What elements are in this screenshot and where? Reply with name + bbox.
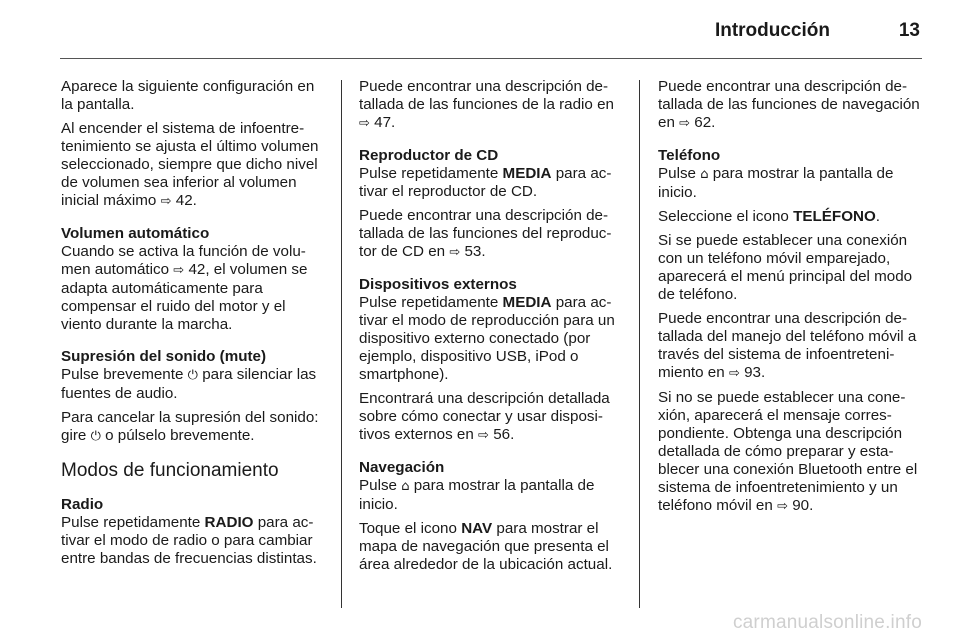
paragraph: Puede encontrar una descripción detallada del manejo del teléfono móvil a través del sistema de infoentretenimiento en ⇨ 93. [658, 310, 917, 381]
paragraph: Pulse repetidamente MEDIA para activar el modo de reproducción para un dispositivo externo conectado (por ejemplo, dispositivo USB, iPod o smartphone). [359, 294, 615, 383]
arrow-right-icon: ⇨ [173, 263, 185, 278]
column-divider-2 [639, 80, 640, 608]
column-2 [359, 78, 624, 580]
paragraph: Aparece la siguiente configuración en la pantalla. [61, 78, 315, 113]
paragraph: Puede encontrar una descripción detallada de las funciones de navegación en ⇨ 62. [658, 78, 920, 131]
home-icon: ⌂ [401, 479, 410, 494]
paragraph: Pulse ⌂ para mostrar la pantalla de inicio. [658, 165, 894, 201]
arrow-right-icon: ⇨ [679, 116, 691, 131]
page-number: 13 [898, 20, 920, 41]
section-heading: Reproductor de CD [359, 147, 499, 164]
arrow-right-icon: ⇨ [777, 499, 788, 514]
paragraph: Toque el icono NAV para mostrar el mapa de navegación que presenta el área alrededor de la ubicación actual. [359, 520, 613, 573]
paragraph: Pulse repetidamente MEDIA para activar el reproductor de CD. [359, 165, 612, 200]
page-title: Introducción [714, 20, 830, 41]
key-label: MEDIA [502, 294, 552, 311]
paragraph: Pulse ⌂ para mostrar la pantalla de inicio. [359, 477, 595, 513]
column-divider-1 [341, 80, 342, 608]
arrow-right-icon: ⇨ [478, 428, 489, 443]
power-icon: ⏻ [187, 368, 198, 383]
paragraph: Encontrará una descripción detallada sobre cómo conectar y usar dispositivos externos en ⇨ 56. [359, 390, 610, 443]
section-heading: Radio [61, 496, 104, 513]
paragraph: Pulse repetidamente RADIO para activar el modo de radio o para cambiar entre bandas de frecuencias distintas. [61, 514, 317, 567]
key-label: MEDIA [502, 165, 552, 182]
column-1 [61, 78, 326, 574]
section-heading: Supresión del sonido (mute) [61, 348, 267, 365]
section-heading: Volumen automático [61, 225, 210, 242]
paragraph: Para cancelar la supresión del sonido: gire ⏻ o púlselo brevemente. [61, 409, 319, 444]
header-rule [60, 58, 922, 59]
page-header [60, 20, 922, 46]
paragraph: Si no se puede establecer una conexión, aparecerá el mensaje correspondiente. Obtenga una descripción detallada de cómo preparar y establecer una conexión Bluetooth entre el sistema de infoentretenimiento y un teléfono móvil en ⇨ 90. [658, 389, 918, 514]
power-icon: ⏻ [90, 429, 101, 444]
arrow-right-icon: ⇨ [449, 245, 461, 260]
column-3 [658, 78, 923, 522]
section-heading: Navegación [359, 459, 445, 476]
watermark: carmanualsonline.info [732, 612, 922, 633]
key-label: RADIO [204, 514, 254, 531]
key-label: TELÉFONO [793, 208, 876, 225]
section-title: Modos de funcionamiento [61, 460, 279, 481]
section-heading: Teléfono [658, 147, 721, 164]
paragraph: Cuando se activa la función de volumen automático ⇨ 42, el volumen se adapta automáticamente para compensar el ruido del motor y el viento durante la marcha. [61, 243, 308, 333]
section-heading: Dispositivos externos [359, 276, 517, 293]
paragraph: Al encender el sistema de infoentretenimiento se ajusta el último volumen seleccionado, siempre que dicho nivel de volumen sea inferior al volumen inicial máximo ⇨ 42. [61, 120, 319, 209]
arrow-right-icon: ⇨ [160, 194, 172, 209]
paragraph: Si se puede establecer una conexión con un teléfono móvil emparejado, aparecerá el menú principal del modo de teléfono. [658, 232, 913, 303]
arrow-right-icon: ⇨ [728, 366, 740, 381]
home-icon: ⌂ [700, 167, 709, 182]
arrow-right-icon: ⇨ [359, 116, 370, 131]
paragraph: Pulse brevemente ⏻ para silenciar las fuentes de audio. [61, 366, 317, 402]
paragraph: Puede encontrar una descripción detallada de las funciones del reproductor de CD en ⇨ 53. [359, 207, 612, 260]
paragraph: Puede encontrar una descripción detallada de las funciones de la radio en ⇨ 47. [359, 78, 614, 131]
paragraph: Seleccione el icono TELÉFONO. [658, 208, 881, 225]
key-label: NAV [461, 520, 493, 537]
